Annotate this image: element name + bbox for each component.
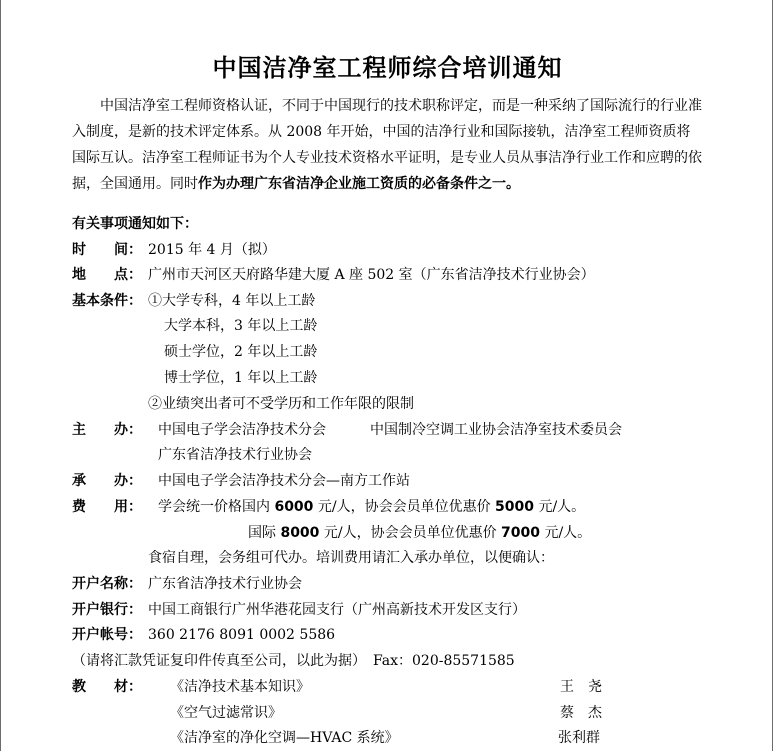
materials-label: 教 材： (72, 679, 142, 695)
book-title: 《空气过滤常识》 (170, 705, 282, 721)
host-org: 中国电子学会洁净技术分会 (158, 422, 326, 438)
bank-label: 开户银行： (72, 602, 142, 618)
time-row (72, 240, 276, 260)
fee-amount: 8000 (280, 525, 320, 541)
fee-text: 元/人，协会会员单位优惠价 (313, 499, 496, 515)
book-title: 《洁净技术基本知识》 (170, 679, 310, 695)
account-name-label: 开户名称： (72, 576, 142, 592)
account-name-row (72, 574, 302, 594)
time-value: 2015 年 4 月（拟） (148, 242, 276, 258)
book-author: 张利群 (558, 730, 600, 746)
page-title: 中国洁净室工程师综合培训通知 (212, 54, 563, 82)
book-author: 王 尧 (560, 679, 602, 695)
fee-note: 食宿自理，会务组可代办。培训费用请汇入承办单位，以便确认： (148, 550, 554, 566)
requirement-item: ①大学专科，4 年以上工龄 (148, 293, 316, 309)
organizer-value: 中国电子学会洁净技术分会—南方工作站 (158, 473, 410, 489)
fee-amount: 6000 (274, 499, 314, 515)
account-no-value: 360 2176 8091 0002 5586 (148, 627, 336, 643)
intro-paragraph (72, 93, 702, 197)
requirement-item: 大学本科，3 年以上工龄 (164, 318, 318, 334)
place-label: 地 点： (72, 267, 142, 283)
fee-amount: 5000 (495, 499, 535, 515)
place-row (72, 265, 595, 285)
intro-text: 中国洁净室工程师资格认证，不同于中国现行的技术职称评定，而是一种采纳了国际流行的行业准入制度，是新的技术评定体系。从 2008 年开始，中国的洁净行业和国际接轨，洁净室工程师资质将国际互认。洁净室工程师证书为个人专业技术资格水平证明，是专业人员从事洁净行业工作和应聘的依据，全国通用。同时 (72, 98, 702, 192)
book-author: 蔡 杰 (560, 705, 602, 721)
intro-emphasis: 作为办理广东省洁净企业施工资质的必备条件之一。 (198, 176, 520, 192)
requirement-item: ②业绩突出者可不受学历和工作年限的限制 (148, 396, 414, 412)
fee-text: 元/人。 (534, 499, 586, 515)
host-label: 主 办： (72, 422, 142, 438)
requirements-label: 基本条件： (72, 293, 142, 309)
fee-label: 费 用： (72, 499, 142, 515)
fee-text: 元/人，协会会员单位优惠价 (319, 525, 502, 541)
bank-value: 中国工商银行广州华港花园支行（广州高新技术开发区支行） (148, 602, 526, 618)
organizer-row (72, 471, 410, 491)
bank-row (72, 600, 526, 620)
fee-text: 元/人。 (540, 525, 592, 541)
account-no-label: 开户帐号： (72, 627, 142, 643)
account-no-row (72, 625, 335, 645)
fee-text: 国际 (248, 525, 281, 541)
fee-row-international (248, 523, 591, 543)
host-row (72, 420, 326, 440)
fax-note: （请将汇款凭证复印件传真至公司，以此为据） Fax：020-85571585 (72, 653, 515, 669)
requirement-item: 博士学位，1 年以上工龄 (164, 370, 318, 386)
host-org: 广东省洁净技术行业协会 (158, 447, 312, 463)
book-title: 《洁净室的净化空调—HVAC 系统》 (170, 730, 399, 746)
place-value: 广州市天河区天府路华建大厦 A 座 502 室（广东省洁净技术行业协会） (148, 267, 595, 283)
fee-amount: 7000 (501, 525, 541, 541)
requirements-row (72, 291, 315, 311)
organizer-label: 承 办： (72, 473, 142, 489)
requirement-item: 硕士学位，2 年以上工龄 (164, 344, 318, 360)
host-org: 中国制冷空调工业协会洁净室技术委员会 (370, 422, 622, 438)
fee-text: 学会统一价格国内 (158, 499, 275, 515)
fee-row (72, 497, 585, 517)
materials-row (72, 677, 310, 697)
time-label: 时 间： (72, 242, 142, 258)
account-name-value: 广东省洁净技术行业协会 (148, 576, 302, 592)
notice-heading: 有关事项通知如下： (72, 216, 198, 232)
